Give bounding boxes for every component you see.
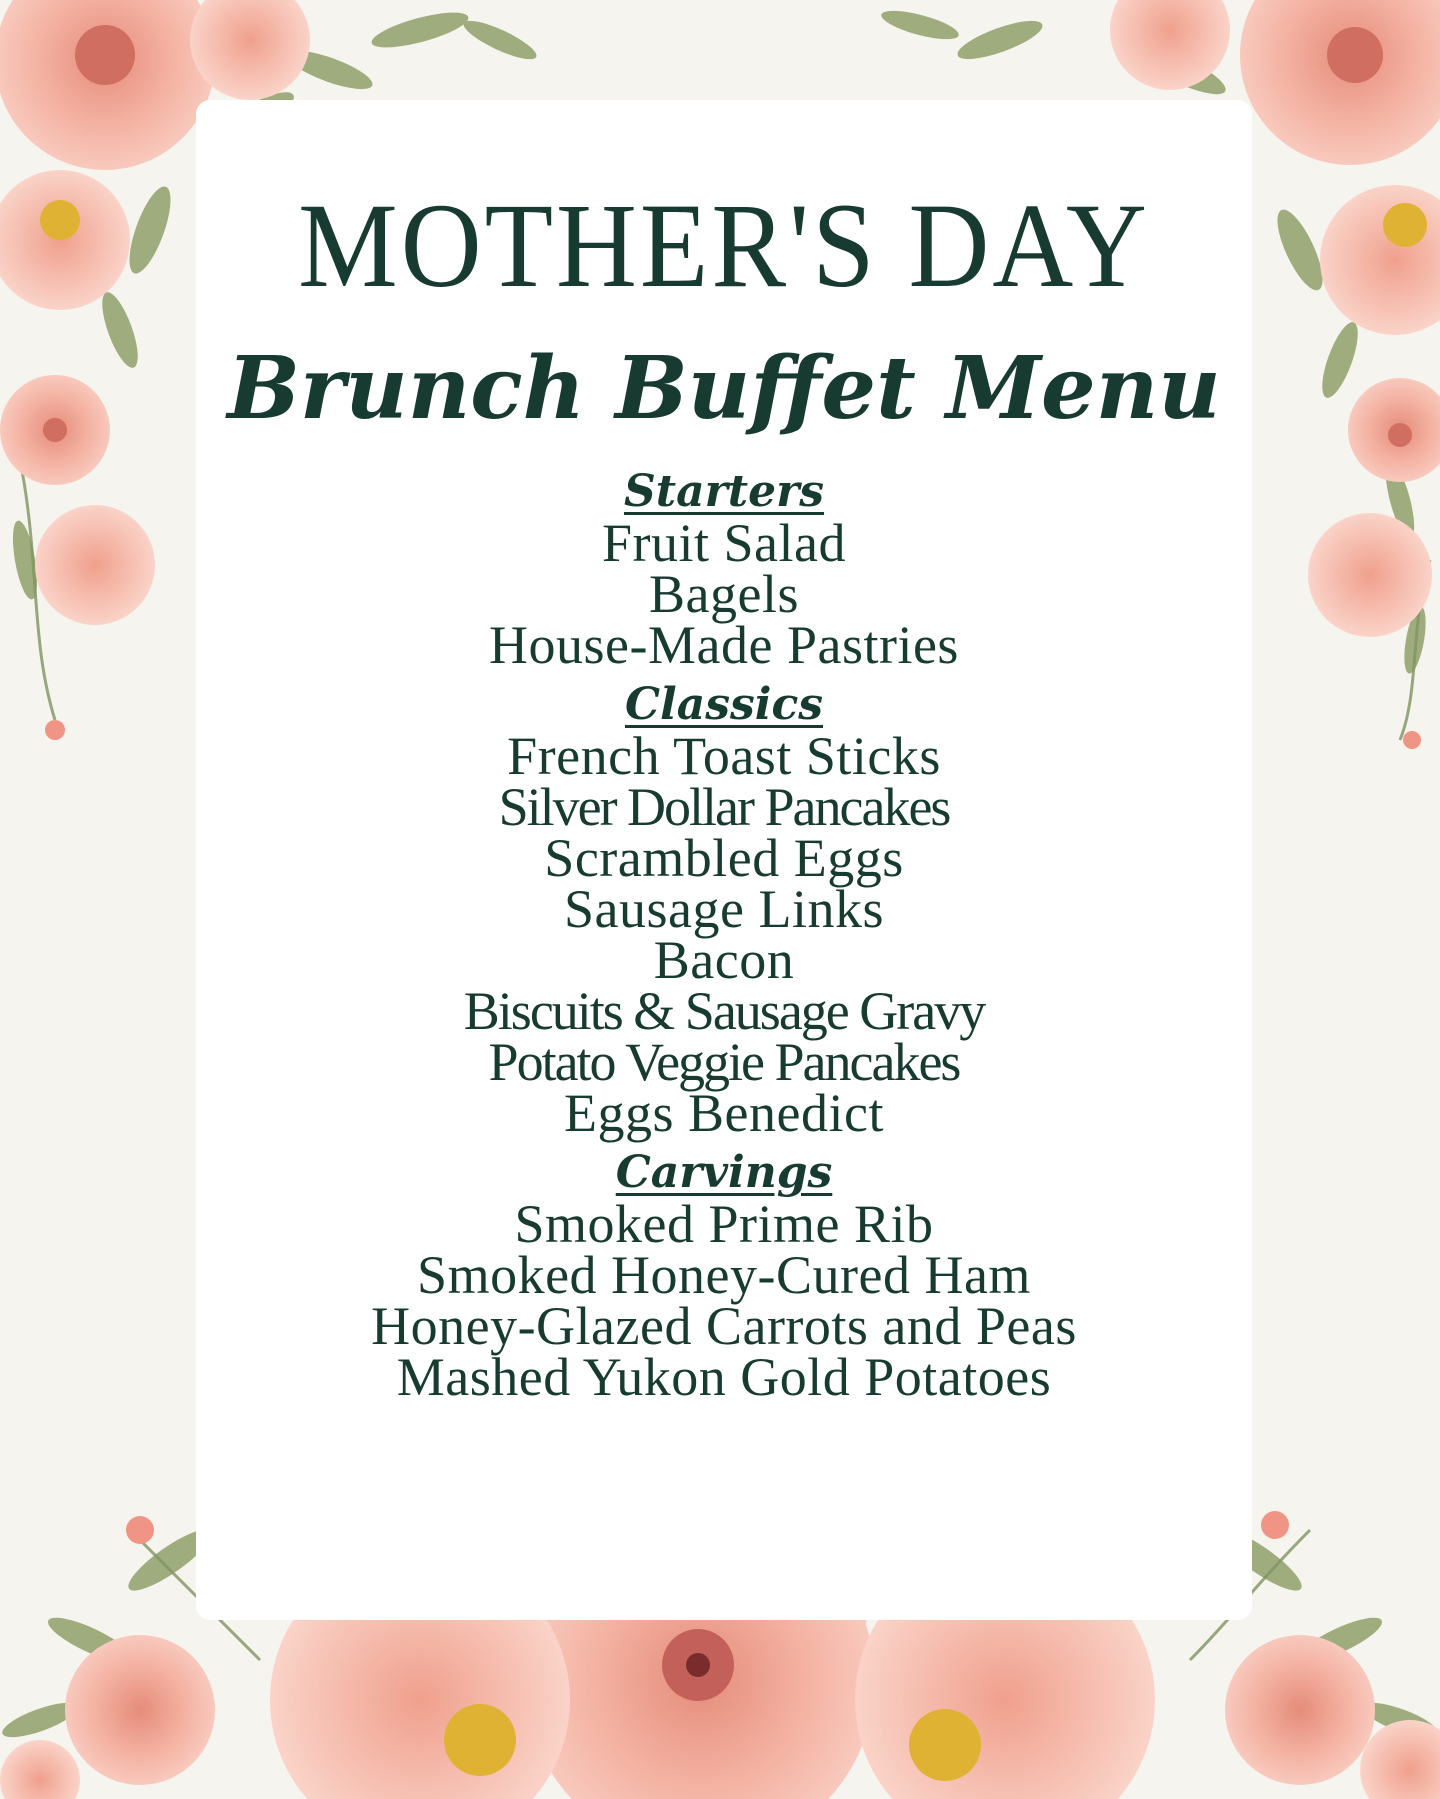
section-classics [196, 679, 1252, 1143]
menu-item: Bacon [653, 930, 795, 990]
menu-item: Silver Dollar Pancakes [498, 777, 950, 837]
menu-item: Honey-Glazed Carrots and Peas [371, 1296, 1077, 1356]
section-carvings [196, 1147, 1252, 1407]
menu-item: Biscuits & Sausage Gravy [463, 981, 985, 1041]
menu-item: Sausage Links [564, 879, 884, 939]
section-heading: Starters [623, 466, 825, 517]
section-heading: Classics [624, 679, 824, 730]
menu-title: MOTHER'S DAY [298, 179, 1150, 313]
menu-item: Scrambled Eggs [544, 828, 904, 888]
menu-item: Potato Veggie Pancakes [488, 1032, 960, 1092]
menu-item: Fruit Salad [602, 513, 846, 573]
menu-content [196, 100, 1252, 1411]
menu-item: Eggs Benedict [564, 1083, 884, 1143]
menu-item: French Toast Sticks [507, 726, 941, 786]
menu-item: Smoked Honey-Cured Ham [417, 1245, 1031, 1305]
menu-item: Smoked Prime Rib [514, 1194, 934, 1254]
menu-item: Bagels [649, 564, 799, 624]
section-starters [196, 466, 1252, 675]
menu-item: Mashed Yukon Gold Potatoes [396, 1347, 1052, 1407]
section-heading: Carvings [615, 1147, 833, 1198]
menu-item: House-Made Pastries [489, 615, 959, 675]
menu-subtitle: Brunch Buffet Menu [227, 338, 1221, 439]
